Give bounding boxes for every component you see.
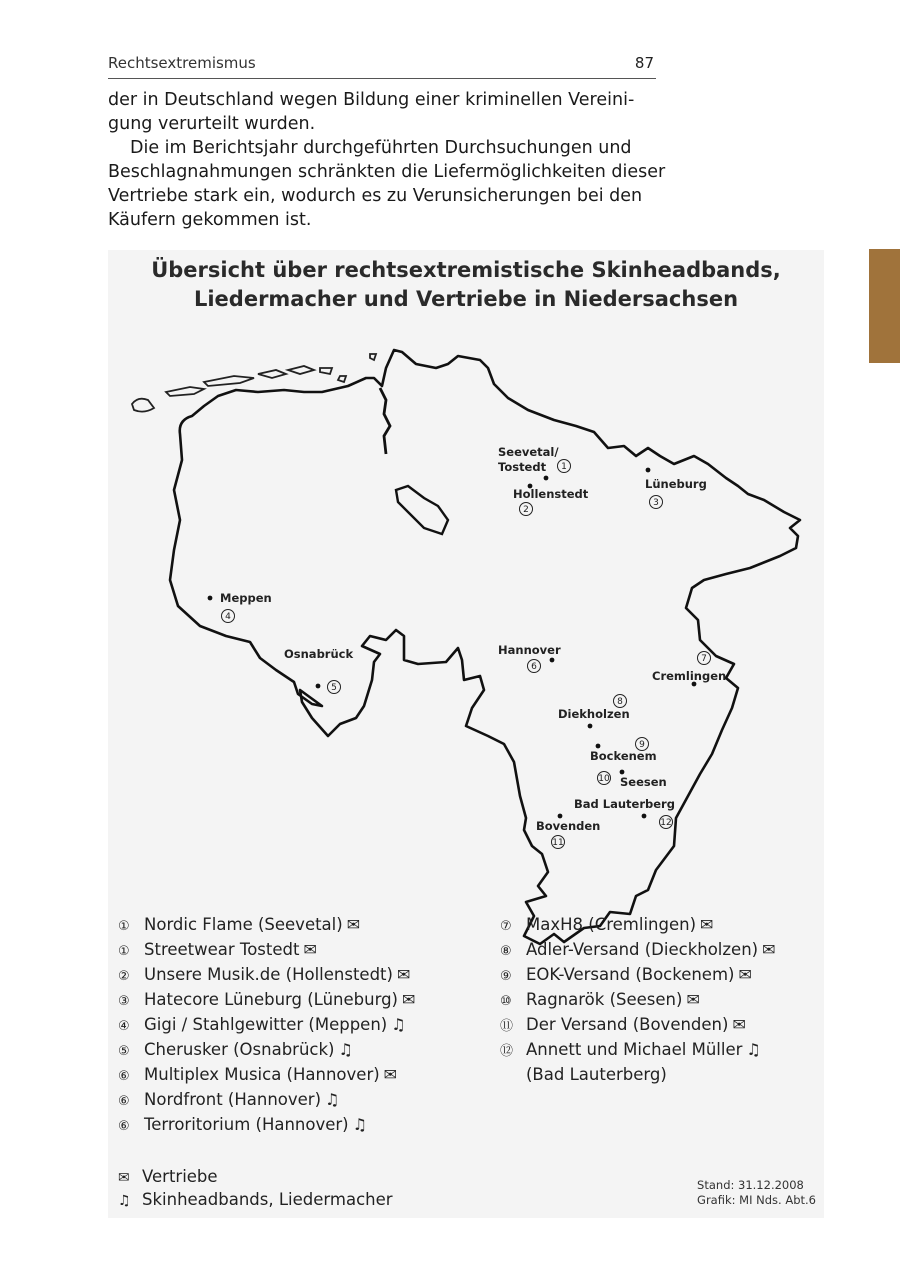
label-bovenden: Bovenden — [536, 819, 601, 833]
dot-bovenden — [558, 814, 563, 819]
legend-entry — [118, 1012, 415, 1037]
legend-entry-name: Der Versand (Bovenden) — [526, 1015, 729, 1034]
legend-entry — [118, 1062, 415, 1087]
envelope-icon: ✉ — [738, 965, 752, 984]
legend-entry-number: ① — [118, 944, 130, 959]
num-hannover: 6 — [531, 662, 537, 672]
label-hannover: Hannover — [498, 643, 561, 657]
figure-title-line-2: Liedermacher und Vertriebe in Niedersachsen — [193, 287, 739, 311]
envelope-icon: ✉ — [303, 940, 317, 959]
page-number: 87 — [634, 54, 654, 72]
label-tostedt: Tostedt — [498, 460, 547, 474]
label-osnabrueck: Osnabrück — [284, 647, 354, 661]
envelope-icon: ✉ — [686, 990, 700, 1009]
dot-lueneburg — [646, 468, 651, 473]
label-lueneburg: Lüneburg — [645, 477, 707, 491]
num-bockenem: 9 — [639, 740, 645, 750]
legend-entry-name: Gigi / Stahlgewitter (Meppen) — [144, 1015, 388, 1034]
paragraph-2: Die im Berichtsjahr durchgeführten Durchsuchungen und Beschlagnahmungen schränkten die Liefermöglichkeiten dieser Vertriebe stark ein, wodurch es zu Verunsicherungen bei den Käufern gekommen ist. — [108, 138, 666, 230]
legend-entry-number: ⑥ — [118, 1119, 130, 1134]
music-note-icon: ♫ — [746, 1040, 761, 1059]
dot-seevetal — [544, 476, 549, 481]
legend-entry — [500, 937, 776, 962]
legend-key-vertriebe — [118, 1166, 393, 1189]
body-text — [108, 88, 668, 232]
legend-key-bands — [118, 1189, 393, 1212]
music-note-icon: ♫ — [325, 1090, 340, 1109]
num-cremlingen: 7 — [701, 654, 707, 664]
legend-entry-name: Unsere Musik.de (Hollenstedt) — [144, 965, 393, 984]
legend-entry — [500, 912, 776, 937]
legend-entry-name: EOK-Versand (Bockenem) — [526, 965, 735, 984]
envelope-icon: ✉ — [118, 1170, 130, 1186]
legend-entry-number: ⑦ — [500, 919, 512, 934]
legend-entry-number: ② — [118, 969, 130, 984]
legend-entry-name: Annett und Michael Müller — [526, 1040, 743, 1059]
paragraph-1: der in Deutschland wegen Bildung einer kriminellen Vereini-gung verurteilt wurden. — [108, 90, 635, 134]
label-cremlingen: Cremlingen — [652, 669, 727, 683]
legend-entry-name: Hatecore Lüneburg (Lüneburg) — [144, 990, 398, 1009]
legend-entry-continuation: (Bad Lauterberg) — [526, 1065, 667, 1084]
num-seesen: 10 — [598, 774, 610, 784]
num-meppen: 4 — [225, 612, 231, 622]
envelope-icon: ✉ — [401, 990, 416, 1009]
envelope-icon: ✉ — [732, 1015, 746, 1034]
legend-entry-number: ⑥ — [118, 1094, 130, 1109]
section-title: Rechtsextremismus — [108, 54, 256, 72]
legend-entry — [500, 1037, 776, 1062]
dot-meppen — [208, 596, 213, 601]
num-diekholzen: 8 — [617, 697, 623, 707]
music-note-icon: ♫ — [391, 1015, 406, 1034]
label-diekholzen: Diekholzen — [558, 707, 630, 721]
num-bad-lauterberg: 12 — [660, 818, 672, 828]
label-meppen: Meppen — [220, 591, 272, 605]
legend-entry-number: ⑥ — [118, 1069, 130, 1084]
legend-entry-name: Streetwear Tostedt — [144, 940, 300, 959]
legend-entry-name: Multiplex Musica (Hannover) — [144, 1065, 380, 1084]
weser-estuary — [380, 388, 390, 454]
lake-outline — [396, 486, 448, 534]
legend-entry-name: Adler-Versand (Dieckholzen) — [526, 940, 759, 959]
grafik-credit: Grafik: MI Nds. Abt.6 — [697, 1193, 816, 1207]
dot-seesen — [620, 770, 625, 775]
music-note-icon: ♫ — [118, 1193, 131, 1209]
state-border — [170, 350, 800, 944]
legend-entry — [118, 1037, 415, 1062]
legend-entry-number: ④ — [118, 1019, 130, 1034]
legend-entry-name: Nordfront (Hannover) — [144, 1090, 322, 1109]
legend-entry-name: Terroritorium (Hannover) — [144, 1115, 349, 1134]
envelope-icon: ✉ — [762, 940, 776, 959]
figure-credit — [697, 1178, 816, 1208]
music-note-icon: ♫ — [338, 1040, 353, 1059]
envelope-icon: ✉ — [700, 915, 714, 934]
legend-key-bands-label: Skinheadbands, Liedermacher — [142, 1190, 393, 1209]
dot-diekholzen — [588, 724, 593, 729]
label-bad-lauterberg: Bad Lauterberg — [574, 797, 675, 811]
legend-entry-name: Nordic Flame (Seevetal) — [144, 915, 343, 934]
legend-entry — [500, 962, 776, 987]
legend-left — [118, 912, 415, 1137]
label-seevetal: Seevetal/ — [498, 445, 559, 459]
dot-bad-lauterberg — [642, 814, 647, 819]
east-frisian-islands — [132, 354, 376, 412]
legend-key — [118, 1166, 393, 1212]
legend-entry-number: ⑫ — [500, 1044, 514, 1059]
num-osnabrueck: 5 — [331, 683, 337, 693]
num-hollenstedt: 2 — [523, 505, 529, 515]
legend-entry-number: ① — [118, 919, 130, 934]
envelope-icon: ✉ — [396, 965, 411, 984]
num-lueneburg: 3 — [653, 498, 659, 508]
music-note-icon: ♫ — [352, 1115, 367, 1134]
legend-entry-name: MaxH8 (Cremlingen) — [526, 915, 697, 934]
running-header — [108, 54, 656, 79]
legend-entry-number: ⑧ — [500, 944, 512, 959]
label-seesen: Seesen — [620, 775, 667, 789]
legend-entry-name: Ragnarök (Seesen) — [526, 990, 683, 1009]
legend-entry-number: ⑨ — [500, 969, 512, 984]
legend-entry-name: Cherusker (Osnabrück) — [144, 1040, 335, 1059]
legend-entry — [118, 912, 415, 937]
legend-key-vertriebe-label: Vertriebe — [142, 1167, 218, 1186]
legend-entry — [118, 1087, 415, 1112]
legend-entry-number: ⑤ — [118, 1044, 130, 1059]
legend-entry — [118, 962, 415, 987]
figure-title-line-1: Übersicht über rechtsextremistische Skinheadbands, — [151, 258, 781, 282]
num-seevetal: 1 — [561, 462, 567, 472]
legend-entry-number: ⑩ — [500, 994, 512, 1009]
chapter-tab — [869, 249, 900, 363]
dot-bockenem — [596, 744, 601, 749]
legend-entry — [118, 987, 415, 1012]
dot-osnabrueck — [316, 684, 321, 689]
place-markers — [208, 468, 697, 819]
dot-hannover — [550, 658, 555, 663]
legend-entry — [118, 937, 415, 962]
num-bovenden: 11 — [552, 838, 564, 848]
legend-entry — [118, 1112, 415, 1137]
legend-entry — [500, 987, 776, 1012]
label-hollenstedt: Hollenstedt — [513, 487, 589, 501]
legend-entry-number: ⑪ — [500, 1019, 514, 1034]
stand-date: Stand: 31.12.2008 — [697, 1178, 804, 1192]
legend-right — [500, 912, 776, 1087]
map-figure — [108, 250, 824, 1218]
envelope-icon: ✉ — [383, 1065, 398, 1084]
envelope-icon: ✉ — [346, 915, 361, 934]
place-labels — [220, 445, 726, 833]
legend-entry — [500, 1012, 776, 1037]
label-bockenem: Bockenem — [590, 749, 657, 763]
legend-entry-number: ③ — [118, 994, 130, 1009]
